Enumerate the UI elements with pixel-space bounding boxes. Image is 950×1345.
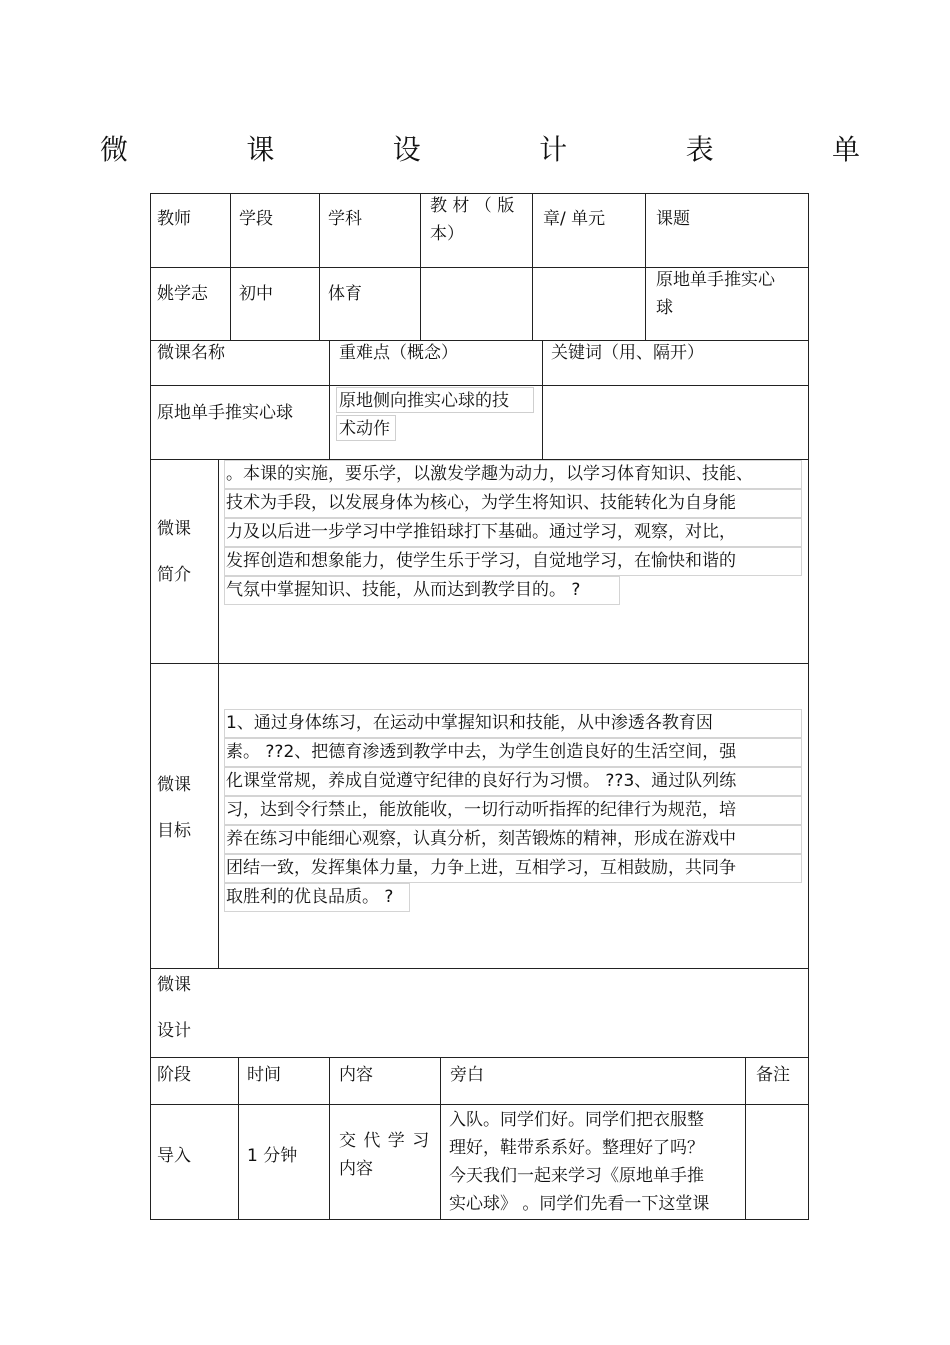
intro-label-line2: 简介 [157, 565, 191, 585]
goals-label-line2: 目标 [157, 821, 191, 841]
note-header: 备注 [756, 1065, 790, 1085]
value-key-points-line2: 术动作 [336, 415, 396, 441]
goals-label-line1: 微课 [157, 775, 191, 795]
title-char: 课 [246, 133, 275, 166]
header-teacher: 教师 [157, 209, 191, 229]
header-micro-name: 微课名称 [157, 343, 225, 363]
header-topic: 课题 [656, 209, 690, 229]
goals-line: 习，达到令行禁止，能放能收，一切行动听指挥的纪律行为规范，培 [224, 796, 802, 825]
time-header: 时间 [247, 1065, 281, 1085]
value-topic-line2: 球 [656, 298, 673, 318]
goals-line: 取胜利的优良品质。 ? [224, 883, 410, 912]
title-char: 计 [539, 133, 568, 166]
header-key-points: 重难点（概念） [339, 343, 458, 363]
title-char: 单 [831, 133, 860, 166]
value-stage: 初中 [239, 284, 273, 304]
narration-line: 实心球》 。同学们先看一下这堂课 [449, 1194, 710, 1214]
value-subject: 体育 [328, 284, 362, 304]
intro-line: 。本课的实施，要乐学，以激发学趣为动力，以学习体育知识、技能、 [224, 460, 802, 489]
row-narration [449, 1106, 709, 1218]
page-title [100, 128, 860, 168]
row-content-line1: 交 代 学 习 [339, 1131, 431, 1151]
value-topic-line1: 原地单手推实心 [656, 270, 775, 290]
header-textbook-line1: 教 材 （ 版 [430, 196, 515, 216]
intro-text [224, 460, 802, 605]
goals-line: 素。 ??2、把德育渗透到教学中去，为学生创造良好的生活空间，强 [224, 738, 802, 767]
header-keywords: 关键词（用、隔开） [551, 343, 704, 363]
design-label-line1: 微课 [157, 975, 191, 995]
narration-line: 理好，鞋带系系好。整理好了吗？ [449, 1138, 704, 1158]
intro-line: 力及以后进一步学习中学推铅球打下基础。通过学习，观察，对比， [224, 518, 802, 547]
title-char: 表 [685, 133, 714, 166]
goals-line: 化课堂常规，养成自觉遵守纪律的良好行为习惯。 ??3、通过队列练 [224, 767, 802, 796]
narration-line: 入队。同学们好。同学们把衣服整 [449, 1110, 704, 1130]
intro-label-line1: 微课 [157, 519, 191, 539]
title-char: 设 [392, 133, 421, 166]
goals-line: 养在练习中能细心观察，认真分析，刻苦锻炼的精神，形成在游戏中 [224, 825, 802, 854]
stage-header: 阶段 [157, 1065, 191, 1085]
intro-line: 气氛中掌握知识、技能，从而达到教学目的。 ? [224, 576, 620, 605]
narration-header: 旁白 [450, 1065, 484, 1085]
intro-line: 技术为手段，以发展身体为核心，为学生将知识、技能转化为自身能 [224, 489, 802, 518]
content-header: 内容 [339, 1065, 373, 1085]
intro-line: 发挥创造和想象能力，使学生乐于学习，自觉地学习，在愉快和谐的 [224, 547, 802, 576]
row-content-line2: 内容 [339, 1159, 373, 1179]
row-time: 1 分钟 [247, 1146, 298, 1166]
header-textbook-line2: 本） [430, 224, 464, 244]
goals-text [224, 709, 802, 912]
value-teacher: 姚学志 [157, 284, 208, 304]
header-stage: 学段 [239, 209, 273, 229]
design-label-line2: 设计 [157, 1021, 191, 1041]
value-micro-name: 原地单手推实心球 [157, 403, 293, 423]
narration-line: 今天我们一起来学习《原地单手推 [449, 1166, 704, 1186]
header-chapter: 章/ 单元 [543, 209, 606, 229]
header-subject: 学科 [328, 209, 362, 229]
value-key-points-line1: 原地侧向推实心球的技 [336, 387, 534, 413]
goals-line: 1、通过身体练习，在运动中掌握知识和技能，从中渗透各教育因 [224, 709, 802, 738]
goals-line: 团结一致，发挥集体力量，力争上进，互相学习，互相鼓励，共同争 [224, 854, 802, 883]
title-char: 微 [100, 133, 129, 166]
row-stage: 导入 [157, 1146, 191, 1166]
